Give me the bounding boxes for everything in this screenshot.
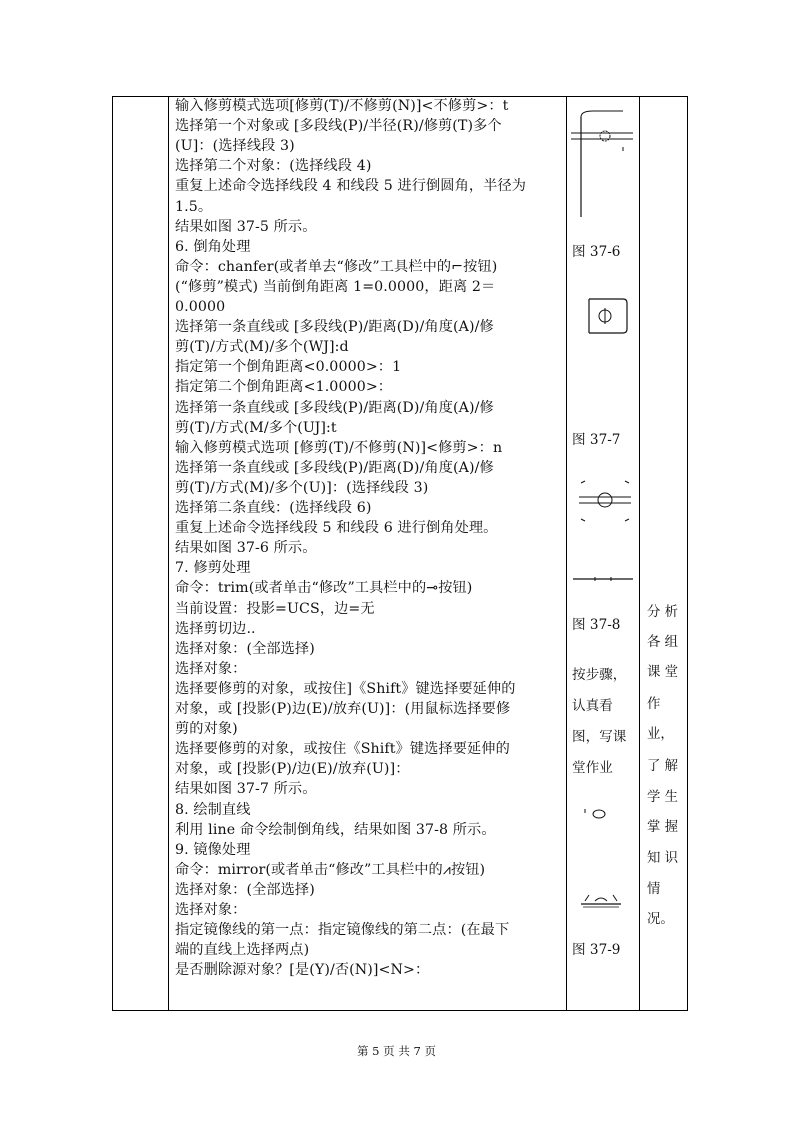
instruction-line: 输入修剪模式选项[修剪(T)/不修剪(N)]<不修剪>：t bbox=[175, 98, 509, 114]
instruction-line: 重复上述命令选择线段 5 和线段 6 进行倒角处理。 bbox=[175, 520, 498, 537]
homework-line-1: 按步骤， bbox=[572, 667, 627, 683]
notes-line: 各 组 bbox=[647, 635, 679, 650]
instruction-line: 9. 镜像处理 bbox=[175, 841, 251, 858]
instruction-line: 对象，或 [投影(P)边(E)/放弃(U)]：(用鼠标选择要修 bbox=[175, 701, 511, 717]
instruction-line: 指定第一个倒角距离<0.0000>：1 bbox=[175, 359, 402, 376]
instruction-line: 1.5。 bbox=[175, 198, 213, 215]
instruction-line: 剪(T)/方式(M/多个(UJ]:t bbox=[175, 419, 337, 436]
instruction-line: 选择第二个对象：(选择线段 4) bbox=[175, 158, 372, 175]
notes-line: 况。 bbox=[647, 912, 674, 927]
instruction-line: 选择要修剪的对象，或按住《Shift》键选择要延伸的 bbox=[175, 741, 510, 758]
instruction-line: 剪(T)/方式(M)/多个(U)]：(选择线段 3) bbox=[175, 479, 429, 496]
notes-line: 分 析 bbox=[647, 605, 679, 620]
figure-37-7-drawing bbox=[585, 295, 631, 345]
lesson-table bbox=[112, 96, 688, 1011]
instruction-line: 选择第一个对象或 [多段线(P)/半径(R)/修剪(T)多个 bbox=[175, 118, 502, 135]
homework-line-4: 堂作业 bbox=[572, 760, 613, 776]
instruction-line: 7. 修剪处理 bbox=[175, 560, 251, 577]
instruction-line: 结果如图 37-5 所示。 bbox=[175, 218, 317, 235]
instruction-line: (“修剪”模式) 当前倒角距离 1=0.0000，距离 2＝ bbox=[175, 278, 496, 295]
figure-37-6-drawing bbox=[571, 109, 637, 219]
column-divider-2 bbox=[566, 97, 567, 1010]
instruction-line: 剪的对象) bbox=[175, 721, 238, 738]
figure-37-8-drawing bbox=[573, 575, 635, 585]
instruction-line: 选择对象：(全部选择) bbox=[175, 640, 315, 657]
instruction-line: 选择第二条直线：(选择线段 6) bbox=[175, 500, 372, 516]
notes-line: 学 生 bbox=[647, 790, 679, 805]
homework-line-2: 认真看 bbox=[572, 698, 613, 714]
instruction-line: 对象，或 [投影(P)/边(E)/放弃(U)]： bbox=[175, 761, 410, 778]
figure-37-7-chamfer-drawing bbox=[577, 477, 633, 527]
instruction-line: 0.0000 bbox=[175, 299, 226, 315]
instruction-line: 剪(T)/方式(M)/多个(WJ]:d bbox=[175, 339, 349, 356]
figure-37-6-label: 图 37-6 bbox=[572, 244, 621, 260]
instruction-line: 命令：trim(或者单击“修改”工具栏中的⊸按钮) bbox=[175, 580, 473, 597]
instruction-line: 利用 line 命令绘制倒角线，结果如图 37-8 所示。 bbox=[175, 821, 496, 838]
instruction-line: 选择第一条直线或 [多段线(P)/距离(D)/角度(A)/修 bbox=[175, 399, 494, 416]
instruction-line: 选择要修剪的对象，或按住]《Shift》键选择要延伸的 bbox=[175, 680, 516, 697]
notes-line: 知 识 bbox=[647, 851, 679, 866]
notes-line: 作 bbox=[647, 697, 661, 712]
notes-line: 情 bbox=[647, 882, 661, 897]
instruction-line: 命令：mirror(或者单击“修改”工具栏中的⩘按钮) bbox=[175, 861, 486, 878]
column-divider-3 bbox=[639, 97, 640, 1010]
figure-37-7-label: 图 37-7 bbox=[572, 432, 621, 448]
instruction-line: 结果如图 37-6 所示。 bbox=[175, 540, 317, 557]
notes-line: 掌 握 bbox=[647, 820, 679, 835]
instruction-line: 当前设置：投影=UCS，边=无 bbox=[175, 600, 375, 617]
figure-37-8-label: 图 37-8 bbox=[572, 617, 621, 633]
notes-line: 业， bbox=[647, 727, 674, 742]
instruction-line: 选择对象：(全部选择) bbox=[175, 881, 315, 898]
notes-line: 了 解 bbox=[647, 759, 679, 774]
figure-37-9-drawing bbox=[581, 891, 621, 917]
instruction-line: 选择第一条直线或 [多段线(P)/距离(D)/角度(A)/修 bbox=[175, 319, 494, 336]
column-divider-1 bbox=[168, 97, 169, 1010]
instruction-line: 输入修剪模式选项 [修剪(T)/不修剪(N)]<修剪>：n bbox=[175, 439, 503, 456]
instruction-line: 选择剪切边.. bbox=[175, 620, 256, 637]
instruction-line: 选择对象： bbox=[175, 660, 247, 677]
instruction-line: 指定镜像线的第一点：指定镜像线的第二点：(在最下 bbox=[175, 922, 510, 939]
figure-37-9-circle-drawing bbox=[583, 805, 613, 825]
instruction-line: 选择对象： bbox=[175, 902, 247, 918]
instruction-line: 指定第二个倒角距离<1.0000>： bbox=[175, 379, 393, 396]
notes-line: 课 堂 bbox=[647, 665, 679, 680]
instruction-line: 是否删除源对象？[是(Y)/否(N)]<N>： bbox=[175, 962, 430, 979]
instruction-line: 结果如图 37-7 所示。 bbox=[175, 781, 317, 798]
homework-line-3: 图，写课 bbox=[572, 729, 627, 745]
instruction-line: (U]：(选择线段 3) bbox=[175, 138, 295, 155]
instruction-line: 6. 倒角处理 bbox=[175, 238, 251, 255]
instruction-line: 选择第一条直线或 [多段线(P)/距离(D)/角度(A)/修 bbox=[175, 459, 494, 476]
figure-37-9-label: 图 37-9 bbox=[572, 942, 621, 958]
page-footer: 第 5 页 共 7 页 bbox=[357, 1044, 436, 1058]
instruction-line: 重复上述命令选择线段 4 和线段 5 进行倒圆角，半径为 bbox=[175, 178, 527, 195]
instruction-line: 命令：chanfer(或者单去“修改”工具栏中的⌐按钮) bbox=[175, 258, 498, 275]
instruction-line: 端的直线上选择两点) bbox=[175, 942, 310, 959]
instruction-line: 8. 绘制直线 bbox=[175, 801, 251, 818]
